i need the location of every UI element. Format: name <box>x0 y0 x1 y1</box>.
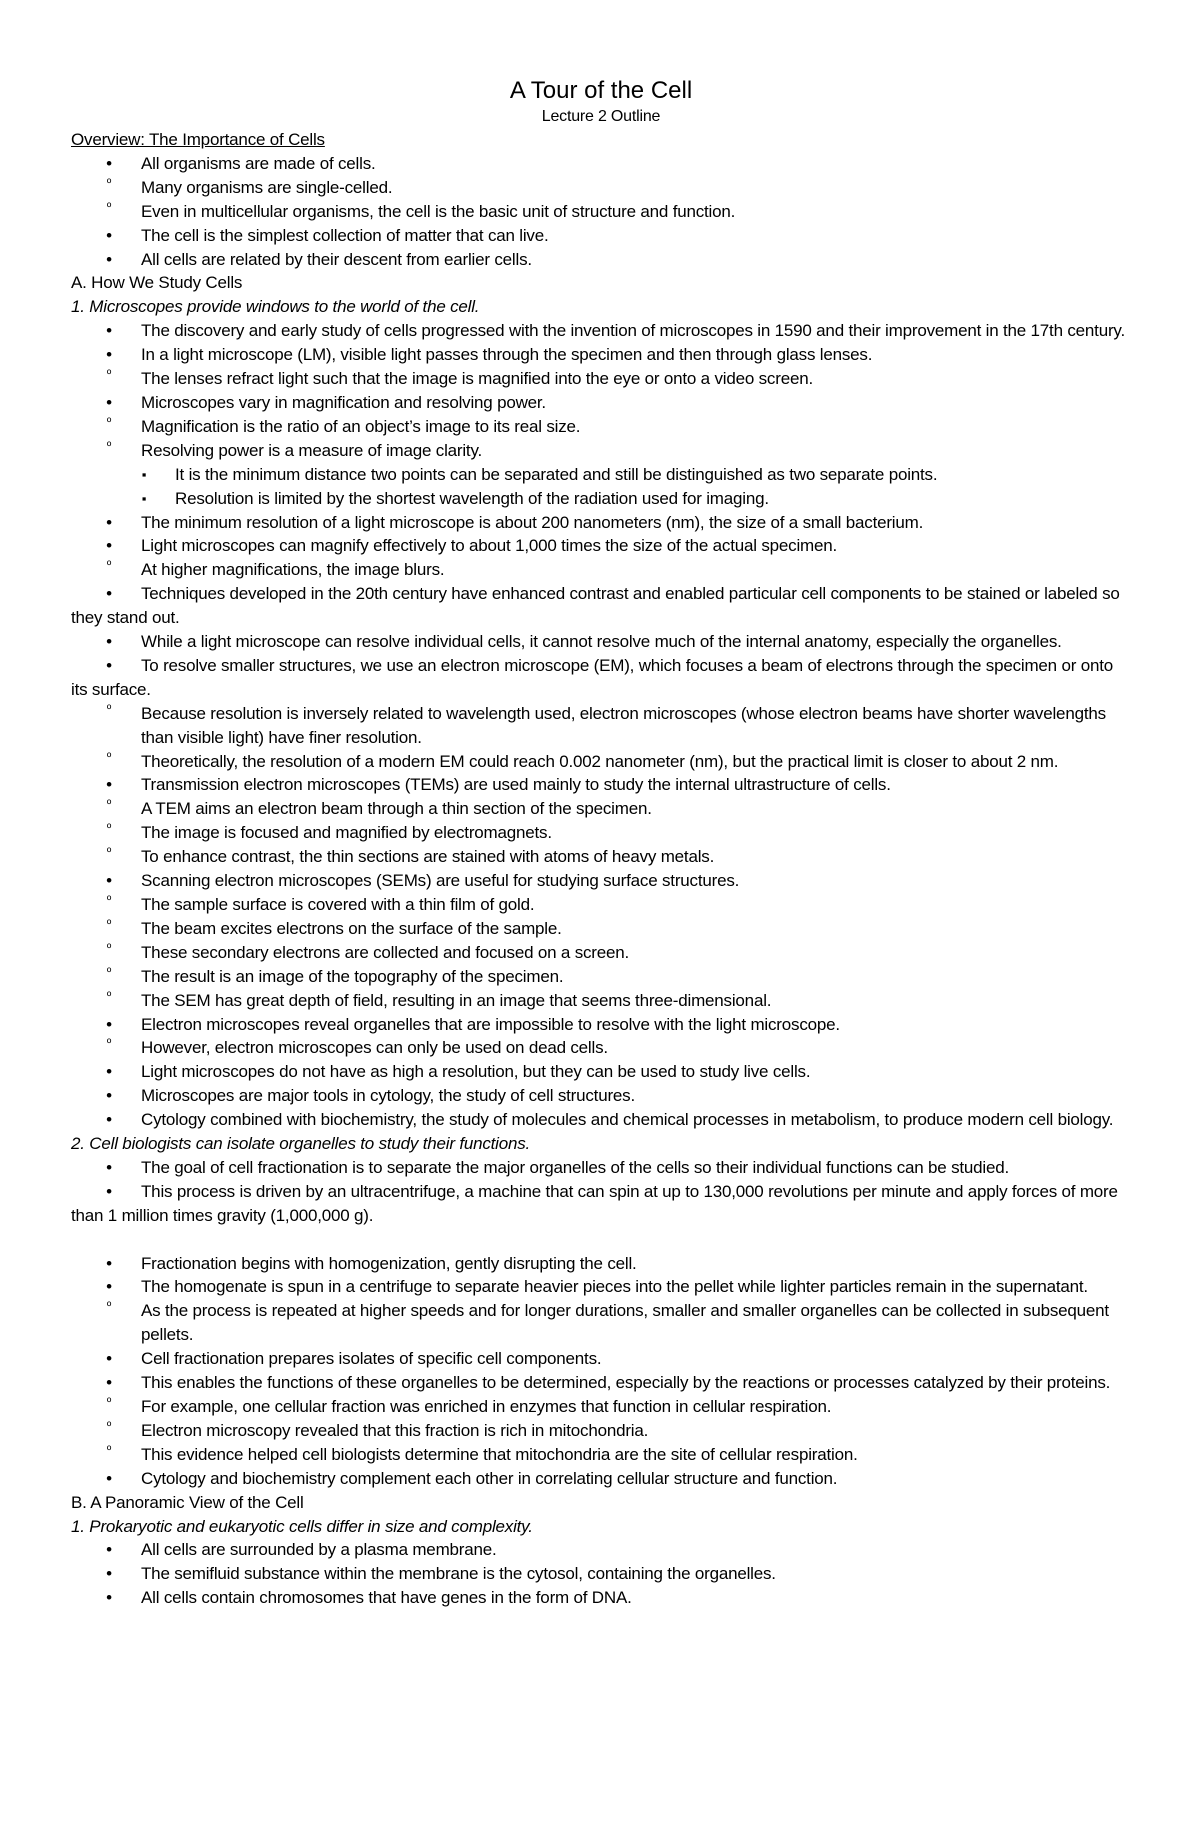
bullet-icon: • <box>106 1086 112 1106</box>
list-item <box>71 917 1131 941</box>
list-item-text: Scanning electron microscopes (SEMs) are useful for studying surface structures. <box>141 871 740 891</box>
bullet-icon: ▪ <box>141 466 147 482</box>
list-item <box>71 152 1131 176</box>
bullet-icon: • <box>106 392 112 412</box>
list-item-text: Electron microscopy revealed that this fraction is rich in mitochondria. <box>141 1420 649 1440</box>
list-item-text: For example, one cellular fraction was enriched in enzymes that function in cellular respiration. <box>141 1397 832 1417</box>
list-item-text: All cells contain chromosomes that have genes in the form of DNA. <box>141 1588 632 1608</box>
page-title: A Tour of the Cell <box>509 77 693 104</box>
list-item <box>71 463 1131 487</box>
list-item <box>71 200 1131 224</box>
bullet-icon: º <box>106 749 112 764</box>
list-item-text: Electron microscopes reveal organelles that are impossible to resolve with the light microscope. <box>141 1014 840 1034</box>
list-item <box>71 558 1131 582</box>
list-item <box>71 821 1131 845</box>
list-item-text: Magnification is the ratio of an object’s image to its real size. <box>141 416 581 436</box>
list-item-text: Light microscopes can magnify effectively to about 1,000 times the size of the actual specimen. <box>141 536 838 556</box>
list-item-text: However, electron microscopes can only be used on dead cells. <box>141 1038 608 1058</box>
list-item-text: As the process is repeated at higher speeds and for longer durations, smaller and smaller organelles can be collected in subsequent pellets. <box>141 1301 1109 1345</box>
bullet-icon: º <box>106 845 112 860</box>
bullet-icon: • <box>106 1564 112 1584</box>
bullet-icon: • <box>106 1349 112 1369</box>
bullet-icon: º <box>106 988 112 1003</box>
bullet-icon: • <box>106 1157 112 1177</box>
bullet-icon: º <box>106 1036 112 1051</box>
list-item-text: Microscopes are major tools in cytology, the study of cell structures. <box>141 1086 635 1106</box>
section-a1-heading: 1. Microscopes provide windows to the world of the cell. <box>71 297 480 317</box>
bullet-icon: • <box>106 871 112 891</box>
list-item <box>71 1299 1131 1347</box>
list-item <box>71 702 1131 750</box>
list-item <box>71 941 1131 965</box>
bullet-icon: • <box>106 1014 112 1034</box>
bullet-icon: º <box>106 175 112 190</box>
list-item <box>71 1108 1131 1132</box>
list-item-text: Microscopes vary in magnification and resolving power. <box>141 392 546 412</box>
list-item <box>71 224 1131 248</box>
section-b-heading: B. A Panoramic View of the Cell <box>71 1492 304 1512</box>
list-item <box>71 1275 1131 1299</box>
list-item <box>71 1013 1131 1037</box>
list-item-text: This evidence helped cell biologists determine that mitochondria are the site of cellular respiration. <box>141 1444 858 1464</box>
bullet-icon: • <box>106 584 112 604</box>
bullet-icon: º <box>106 916 112 931</box>
list-item <box>71 534 1131 558</box>
list-item-text: The homogenate is spun in a centrifuge to separate heavier pieces into the pellet while lighter particles remain in the supernatant. <box>141 1277 1088 1297</box>
list-item <box>71 1395 1131 1419</box>
list-item-text: All cells are related by their descent from earlier cells. <box>141 249 532 269</box>
list-item <box>71 1562 1131 1586</box>
list-item-text: The semifluid substance within the membrane is the cytosol, containing the organelles. <box>141 1564 776 1584</box>
list-item <box>71 487 1131 511</box>
list-item <box>71 1060 1131 1084</box>
list-item <box>71 773 1131 797</box>
bullet-icon: º <box>106 414 112 429</box>
list-item <box>71 343 1131 367</box>
bullet-icon: ▪ <box>141 490 147 506</box>
list-item <box>71 893 1131 917</box>
list-item-text: The beam excites electrons on the surface of the sample. <box>141 918 562 938</box>
list-item-text: The cell is the simplest collection of matter that can live. <box>141 225 549 245</box>
list-item <box>71 1419 1131 1443</box>
list-item <box>71 1156 1131 1180</box>
bullet-icon: º <box>106 893 112 907</box>
list-item-text: The result is an image of the topography of the specimen. <box>141 966 564 986</box>
section-a2-list <box>71 1156 1131 1491</box>
bullet-icon: • <box>106 153 112 173</box>
bullet-icon: º <box>106 1299 112 1314</box>
page-subtitle: Lecture 2 Outline <box>541 108 661 125</box>
list-item-text: Cytology and biochemistry complement each other in correlating cellular structure and function. <box>141 1468 838 1488</box>
section-a1-list <box>71 319 1131 1132</box>
bullet-icon: • <box>106 1373 112 1393</box>
list-item <box>71 1443 1131 1467</box>
list-item <box>71 989 1131 1013</box>
bullet-icon: • <box>106 249 112 269</box>
bullet-icon: • <box>106 775 112 795</box>
bullet-icon: • <box>106 1110 112 1130</box>
bullet-icon: • <box>106 225 112 245</box>
list-item <box>71 1036 1131 1060</box>
bullet-icon: • <box>106 536 112 556</box>
list-item-text: Transmission electron microscopes (TEMs) are used mainly to study the internal ultrastructure of cells. <box>141 775 891 795</box>
bullet-icon: º <box>106 1395 112 1410</box>
document-body <box>71 76 1131 1610</box>
list-item-text: The lenses refract light such that the image is magnified into the eye or onto a video screen. <box>141 369 813 389</box>
list-item-text: Resolving power is a measure of image clarity. <box>141 440 483 460</box>
bullet-icon: • <box>106 1253 112 1273</box>
list-item <box>71 582 1131 630</box>
list-item-text: To enhance contrast, the thin sections are stained with atoms of heavy metals. <box>141 847 715 867</box>
list-item-text: This process is driven by an ultracentrifuge, a machine that can spin at up to 130,000 revolutions per minute and apply forces of more than 1 million times gravity (1,000,000 g). <box>71 1181 1118 1225</box>
bullet-icon: º <box>106 701 112 716</box>
list-item-text: All organisms are made of cells. <box>141 153 376 173</box>
list-item-text: The goal of cell fractionation is to separate the major organelles of the cells so their individual functions can be studied. <box>141 1157 1010 1177</box>
list-item <box>71 1371 1131 1395</box>
list-item <box>71 511 1131 535</box>
list-item <box>71 1467 1131 1491</box>
list-item <box>71 439 1131 463</box>
bullet-icon: • <box>106 1062 112 1082</box>
list-item <box>71 630 1131 654</box>
overview-heading: Overview: The Importance of Cells <box>71 130 325 149</box>
list-item-text: The discovery and early study of cells progressed with the invention of microscopes in 1590 and their improvement in the 17th century. <box>141 321 1125 341</box>
list-item <box>71 1347 1131 1371</box>
list-item-text: It is the minimum distance two points can be separated and still be distinguished as two separate points. <box>175 464 938 484</box>
list-item-text: The minimum resolution of a light microscope is about 200 nanometers (nm), the size of a small bacterium. <box>141 512 924 532</box>
list-item-text: At higher magnifications, the image blurs. <box>141 560 445 580</box>
bullet-icon: º <box>106 797 112 812</box>
section-b1-heading: 1. Prokaryotic and eukaryotic cells differ in size and complexity. <box>71 1516 533 1536</box>
bullet-icon: º <box>106 199 112 214</box>
list-item <box>71 248 1131 272</box>
list-item-text: To resolve smaller structures, we use an electron microscope (EM), which focuses a beam of electrons through the specimen or onto its surface. <box>71 655 1113 699</box>
bullet-icon: • <box>106 655 112 675</box>
list-item <box>71 654 1131 702</box>
bullet-icon: º <box>106 940 112 955</box>
bullet-icon: • <box>106 345 112 365</box>
bullet-icon: • <box>106 321 112 341</box>
blank-line <box>71 1228 1131 1252</box>
list-item-text: The sample surface is covered with a thin film of gold. <box>141 895 535 914</box>
list-item <box>71 176 1131 200</box>
bullet-icon: • <box>106 1468 112 1488</box>
list-item-text: In a light microscope (LM), visible light passes through the specimen and then through glass lenses. <box>141 345 873 365</box>
list-item-text: Fractionation begins with homogenization, gently disrupting the cell. <box>141 1253 637 1273</box>
list-item <box>71 965 1131 989</box>
list-item-text: Even in multicellular organisms, the cell is the basic unit of structure and function. <box>141 201 736 221</box>
bullet-icon: º <box>106 438 112 453</box>
list-item-text: Techniques developed in the 20th century have enhanced contrast and enabled particular cell components to be stained or labeled so they stand out. <box>71 584 1120 628</box>
list-item <box>71 1586 1131 1610</box>
list-item-text: The SEM has great depth of field, resulting in an image that seems three-dimensional. <box>141 990 772 1010</box>
list-item-text: Because resolution is inversely related to wavelength used, electron microscopes (whose electron beams have shorter wavelengths than visible light) have finer resolution. <box>141 703 1106 747</box>
bullet-icon: • <box>106 512 112 532</box>
list-item-text: Resolution is limited by the shortest wavelength of the radiation used for imaging. <box>175 488 769 508</box>
bullet-icon: º <box>106 367 112 382</box>
bullet-icon: º <box>106 1442 112 1457</box>
list-item-text: Many organisms are single-celled. <box>141 177 393 197</box>
list-item <box>71 1538 1131 1562</box>
list-item <box>71 869 1131 893</box>
list-item <box>71 750 1131 774</box>
overview-list <box>71 152 1131 272</box>
list-item-text: This enables the functions of these organelles to be determined, especially by the reactions or processes catalyzed by their proteins. <box>141 1373 1111 1393</box>
list-item <box>71 415 1131 439</box>
bullet-icon: • <box>106 1588 112 1608</box>
bullet-icon: º <box>106 821 112 836</box>
bullet-icon: • <box>106 1181 112 1201</box>
list-item <box>71 367 1131 391</box>
list-item-text: The image is focused and magnified by electromagnets. <box>141 823 552 843</box>
list-item-text: A TEM aims an electron beam through a thin section of the specimen. <box>141 799 652 819</box>
list-item-text: Cell fractionation prepares isolates of specific cell components. <box>141 1349 602 1369</box>
bullet-icon: º <box>106 1418 112 1433</box>
bullet-icon: º <box>106 964 112 979</box>
list-item-text: While a light microscope can resolve individual cells, it cannot resolve much of the internal anatomy, especially the organelles. <box>141 632 1062 652</box>
list-item-text: All cells are surrounded by a plasma membrane. <box>141 1540 497 1560</box>
list-item <box>71 1180 1131 1228</box>
list-item-text: Theoretically, the resolution of a modern EM could reach 0.002 nanometer (nm), but the practical limit is closer to about 2 nm. <box>141 751 1059 771</box>
section-b1-list <box>71 1538 1131 1610</box>
bullet-icon: • <box>106 632 112 652</box>
list-item <box>71 797 1131 821</box>
list-item-text: These secondary electrons are collected and focused on a screen. <box>141 942 630 962</box>
list-item-text: Cytology combined with biochemistry, the study of molecules and chemical processes in metabolism, to produce modern cell biology. <box>141 1110 1114 1130</box>
bullet-icon: • <box>106 1277 112 1297</box>
list-item <box>71 1084 1131 1108</box>
list-item <box>71 319 1131 343</box>
bullet-icon: • <box>106 1540 112 1560</box>
list-item <box>71 1252 1131 1276</box>
list-item <box>71 391 1131 415</box>
list-item-text: Light microscopes do not have as high a resolution, but they can be used to study live cells. <box>141 1062 811 1082</box>
list-item <box>71 845 1131 869</box>
bullet-icon: º <box>106 558 112 573</box>
section-a2-heading: 2. Cell biologists can isolate organelles to study their functions. <box>71 1134 531 1154</box>
section-a-heading: A. How We Study Cells <box>71 273 243 293</box>
